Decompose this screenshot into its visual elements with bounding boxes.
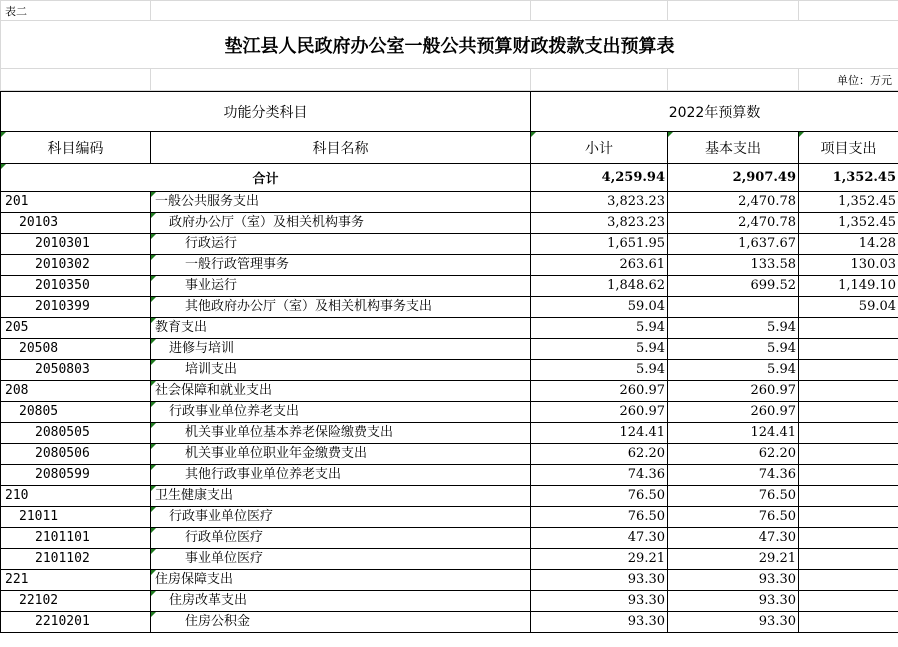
row-project: 14.28 bbox=[858, 236, 897, 251]
row-basic: 93.30 bbox=[758, 614, 796, 629]
row-project-cell[interactable] bbox=[799, 255, 898, 276]
row-name-cell[interactable] bbox=[151, 276, 531, 297]
row-name-cell[interactable] bbox=[151, 192, 531, 213]
row-code: 2210201 bbox=[35, 614, 90, 629]
row-code-cell[interactable] bbox=[1, 528, 151, 549]
row-name: 其他行政事业单位养老支出 bbox=[185, 467, 342, 482]
row-subtotal: 29.21 bbox=[627, 551, 665, 566]
row-basic: 2,470.78 bbox=[738, 215, 796, 230]
row-code-cell[interactable] bbox=[1, 507, 151, 528]
row-code: 22102 bbox=[19, 593, 59, 608]
row-name: 教育支出 bbox=[155, 320, 208, 335]
table-row bbox=[1, 360, 898, 381]
table-row bbox=[1, 402, 898, 423]
row-subtotal: 5.94 bbox=[636, 362, 665, 377]
row-name-cell[interactable] bbox=[151, 297, 531, 318]
row-project-cell[interactable] bbox=[799, 192, 898, 213]
row-subtotal-cell[interactable] bbox=[531, 591, 668, 612]
row-code-cell[interactable] bbox=[1, 444, 151, 465]
row-code-cell[interactable] bbox=[1, 465, 151, 486]
row-code-cell[interactable] bbox=[1, 381, 151, 402]
row-name: 培训支出 bbox=[185, 362, 238, 377]
row-code-cell[interactable] bbox=[1, 549, 151, 570]
row-basic: 74.36 bbox=[758, 467, 796, 482]
row-project-cell[interactable] bbox=[799, 402, 898, 423]
row-project-cell[interactable] bbox=[799, 591, 898, 612]
row-project-cell[interactable] bbox=[799, 570, 898, 591]
row-project-cell[interactable] bbox=[799, 612, 898, 633]
row-basic: 5.94 bbox=[767, 341, 796, 356]
table-row bbox=[1, 297, 898, 318]
total-label-cell[interactable] bbox=[1, 164, 531, 192]
row-code-cell[interactable] bbox=[1, 255, 151, 276]
empty-cell[interactable] bbox=[151, 69, 531, 91]
table-row bbox=[1, 381, 898, 402]
table-row bbox=[1, 549, 898, 570]
row-project-cell[interactable] bbox=[799, 297, 898, 318]
doc-label: 表二 bbox=[5, 4, 27, 18]
row-name-cell[interactable] bbox=[151, 360, 531, 381]
row-project-cell[interactable] bbox=[799, 318, 898, 339]
row-project-cell[interactable] bbox=[799, 276, 898, 297]
row-project-cell[interactable] bbox=[799, 444, 898, 465]
row-basic: 124.41 bbox=[750, 425, 796, 440]
page-title: 垫江县人民政府办公室一般公共预算财政拨款支出预算表 bbox=[224, 35, 675, 57]
row-code-cell[interactable] bbox=[1, 570, 151, 591]
row-name-cell[interactable] bbox=[151, 444, 531, 465]
row-name-cell[interactable] bbox=[151, 507, 531, 528]
empty-cell[interactable] bbox=[799, 1, 898, 21]
total-basic[interactable] bbox=[668, 164, 799, 192]
row-name-cell[interactable] bbox=[151, 465, 531, 486]
row-subtotal: 76.50 bbox=[627, 509, 665, 524]
row-code-cell[interactable] bbox=[1, 234, 151, 255]
row-name: 事业单位医疗 bbox=[185, 551, 264, 566]
row-subtotal: 3,823.23 bbox=[607, 194, 665, 209]
row-code-cell[interactable] bbox=[1, 591, 151, 612]
row-subtotal: 47.30 bbox=[627, 530, 665, 545]
empty-cell[interactable] bbox=[531, 69, 668, 91]
row-name: 其他政府办公厅（室）及相关机构事务支出 bbox=[185, 299, 433, 314]
row-code: 20805 bbox=[19, 404, 59, 419]
header-project[interactable] bbox=[799, 132, 898, 164]
row-code-cell[interactable] bbox=[1, 339, 151, 360]
row-basic: 5.94 bbox=[767, 320, 796, 335]
row-subtotal-cell[interactable] bbox=[531, 234, 668, 255]
row-code: 2080599 bbox=[35, 467, 90, 482]
header-label: 2022年预算数 bbox=[668, 104, 761, 121]
row-subtotal: 93.30 bbox=[627, 614, 665, 629]
row-name-cell[interactable] bbox=[151, 612, 531, 633]
table-row bbox=[1, 444, 898, 465]
row-name: 一般公共服务支出 bbox=[155, 194, 260, 209]
row-project-cell[interactable] bbox=[799, 507, 898, 528]
header-label: 项目支出 bbox=[820, 140, 877, 157]
row-basic-cell[interactable] bbox=[668, 423, 799, 444]
empty-cell[interactable] bbox=[668, 1, 799, 21]
row-code-cell[interactable] bbox=[1, 612, 151, 633]
row-subtotal: 93.30 bbox=[627, 593, 665, 608]
row-code: 210 bbox=[5, 488, 29, 503]
row-basic-cell[interactable] bbox=[668, 297, 799, 318]
row-name-cell[interactable] bbox=[151, 549, 531, 570]
row-project-cell[interactable] bbox=[799, 234, 898, 255]
row-subtotal-cell[interactable] bbox=[531, 507, 668, 528]
row-basic: 29.21 bbox=[758, 551, 796, 566]
row-name-cell[interactable] bbox=[151, 591, 531, 612]
row-basic-cell[interactable] bbox=[668, 444, 799, 465]
row-subtotal: 1,651.95 bbox=[607, 236, 665, 251]
row-code-cell[interactable] bbox=[1, 423, 151, 444]
row-subtotal-cell[interactable] bbox=[531, 570, 668, 591]
row-subtotal-cell[interactable] bbox=[531, 528, 668, 549]
row-name-cell[interactable] bbox=[151, 486, 531, 507]
table-row bbox=[1, 528, 898, 549]
budget-table bbox=[0, 91, 898, 633]
row-project-cell[interactable] bbox=[799, 528, 898, 549]
header-label: 小计 bbox=[585, 140, 613, 157]
row-code: 208 bbox=[5, 383, 29, 398]
row-name-cell[interactable] bbox=[151, 339, 531, 360]
row-name-cell[interactable] bbox=[151, 423, 531, 444]
row-subtotal-cell[interactable] bbox=[531, 318, 668, 339]
row-code-cell[interactable] bbox=[1, 213, 151, 234]
total-value: 1,352.45 bbox=[832, 170, 897, 185]
row-basic-cell[interactable] bbox=[668, 570, 799, 591]
row-subtotal: 1,848.62 bbox=[607, 278, 665, 293]
row-code-cell[interactable] bbox=[1, 360, 151, 381]
row-basic: 93.30 bbox=[758, 593, 796, 608]
row-project: 1,352.45 bbox=[838, 215, 897, 230]
row-code-cell[interactable] bbox=[1, 486, 151, 507]
row-code: 221 bbox=[5, 572, 29, 587]
row-code: 201 bbox=[5, 194, 29, 209]
row-code: 2010350 bbox=[35, 278, 90, 293]
row-subtotal: 76.50 bbox=[627, 488, 665, 503]
row-basic-cell[interactable] bbox=[668, 318, 799, 339]
row-basic-cell[interactable] bbox=[668, 234, 799, 255]
row-basic-cell[interactable] bbox=[668, 486, 799, 507]
unit-cell[interactable] bbox=[799, 69, 898, 91]
header-code[interactable] bbox=[1, 132, 151, 164]
row-basic: 1,637.67 bbox=[738, 236, 796, 251]
table-row bbox=[1, 465, 898, 486]
row-name: 进修与培训 bbox=[169, 341, 235, 356]
total-value: 4,259.94 bbox=[601, 170, 665, 185]
row-basic: 93.30 bbox=[758, 572, 796, 587]
row-basic-cell[interactable] bbox=[668, 528, 799, 549]
row-code: 2101102 bbox=[35, 551, 90, 566]
table-row bbox=[1, 234, 898, 255]
row-subtotal-cell[interactable] bbox=[531, 213, 668, 234]
row-code-cell[interactable] bbox=[1, 192, 151, 213]
row-code: 2010399 bbox=[35, 299, 90, 314]
row-project-cell[interactable] bbox=[799, 213, 898, 234]
row-name: 行政运行 bbox=[185, 236, 238, 251]
row-subtotal-cell[interactable] bbox=[531, 402, 668, 423]
row-basic-cell[interactable] bbox=[668, 591, 799, 612]
row-basic: 2,470.78 bbox=[738, 194, 796, 209]
row-basic: 133.58 bbox=[750, 257, 796, 272]
empty-cell[interactable] bbox=[1, 69, 151, 91]
row-basic-cell[interactable] bbox=[668, 360, 799, 381]
row-subtotal-cell[interactable] bbox=[531, 360, 668, 381]
row-name-cell[interactable] bbox=[151, 402, 531, 423]
row-subtotal-cell[interactable] bbox=[531, 465, 668, 486]
table-row bbox=[1, 486, 898, 507]
row-basic-cell[interactable] bbox=[668, 549, 799, 570]
row-name-cell[interactable] bbox=[151, 318, 531, 339]
row-code-cell[interactable] bbox=[1, 276, 151, 297]
table-row bbox=[1, 213, 898, 234]
row-subtotal: 5.94 bbox=[636, 320, 665, 335]
row-basic-cell[interactable] bbox=[668, 381, 799, 402]
empty-cell[interactable] bbox=[151, 1, 531, 21]
row-basic-cell[interactable] bbox=[668, 465, 799, 486]
row-subtotal-cell[interactable] bbox=[531, 276, 668, 297]
empty-cell[interactable] bbox=[531, 1, 668, 21]
row-code: 21011 bbox=[19, 509, 59, 524]
header-label: 科目名称 bbox=[312, 140, 369, 157]
table-row bbox=[1, 591, 898, 612]
row-name-cell[interactable] bbox=[151, 570, 531, 591]
row-basic: 62.20 bbox=[758, 446, 796, 461]
row-subtotal-cell[interactable] bbox=[531, 297, 668, 318]
unit-label: 单位：万元 bbox=[837, 73, 892, 87]
total-subtotal[interactable] bbox=[531, 164, 668, 192]
row-code: 20508 bbox=[19, 341, 59, 356]
row-basic: 5.94 bbox=[767, 362, 796, 377]
row-basic: 76.50 bbox=[758, 509, 796, 524]
row-subtotal: 5.94 bbox=[636, 341, 665, 356]
row-code-cell[interactable] bbox=[1, 318, 151, 339]
row-name-cell[interactable] bbox=[151, 255, 531, 276]
row-subtotal: 62.20 bbox=[627, 446, 665, 461]
row-subtotal-cell[interactable] bbox=[531, 339, 668, 360]
row-basic-cell[interactable] bbox=[668, 276, 799, 297]
table-row bbox=[1, 255, 898, 276]
header-basic[interactable] bbox=[668, 132, 799, 164]
row-project: 1,149.10 bbox=[838, 278, 897, 293]
doc-label-cell[interactable] bbox=[1, 1, 151, 21]
row-name-cell[interactable] bbox=[151, 213, 531, 234]
row-name: 行政事业单位养老支出 bbox=[169, 404, 300, 419]
row-code: 2050803 bbox=[35, 362, 90, 377]
row-project-cell[interactable] bbox=[799, 486, 898, 507]
row-subtotal: 260.97 bbox=[619, 404, 665, 419]
row-subtotal-cell[interactable] bbox=[531, 486, 668, 507]
row-code: 205 bbox=[5, 320, 29, 335]
row-name: 事业运行 bbox=[185, 278, 238, 293]
header-label: 科目编码 bbox=[47, 140, 104, 157]
row-basic: 260.97 bbox=[750, 383, 796, 398]
row-basic-cell[interactable] bbox=[668, 612, 799, 633]
row-name: 机关事业单位职业年金缴费支出 bbox=[185, 446, 368, 461]
row-name: 住房保障支出 bbox=[155, 572, 234, 587]
row-name: 社会保障和就业支出 bbox=[155, 383, 273, 398]
header-budget-year[interactable] bbox=[531, 92, 898, 132]
row-name: 行政事业单位医疗 bbox=[169, 509, 274, 524]
row-basic: 699.52 bbox=[750, 278, 796, 293]
table-row bbox=[1, 570, 898, 591]
row-basic-cell[interactable] bbox=[668, 255, 799, 276]
row-subtotal: 74.36 bbox=[627, 467, 665, 482]
row-project-cell[interactable] bbox=[799, 423, 898, 444]
empty-cell[interactable] bbox=[668, 69, 799, 91]
row-project-cell[interactable] bbox=[799, 360, 898, 381]
sheet-header-grid bbox=[0, 0, 898, 91]
row-project: 130.03 bbox=[850, 257, 897, 272]
row-name: 政府办公厅（室）及相关机构事务 bbox=[169, 215, 365, 230]
table-row bbox=[1, 339, 898, 360]
header-name[interactable] bbox=[151, 132, 531, 164]
row-name: 卫生健康支出 bbox=[155, 488, 234, 503]
row-code-cell[interactable] bbox=[1, 402, 151, 423]
table-row bbox=[1, 192, 898, 213]
row-basic-cell[interactable] bbox=[668, 339, 799, 360]
row-name: 机关事业单位基本养老保险缴费支出 bbox=[185, 425, 394, 440]
row-code: 2010302 bbox=[35, 257, 90, 272]
row-name-cell[interactable] bbox=[151, 381, 531, 402]
row-subtotal: 263.61 bbox=[619, 257, 665, 272]
row-name-cell[interactable] bbox=[151, 234, 531, 255]
row-subtotal-cell[interactable] bbox=[531, 444, 668, 465]
total-project[interactable] bbox=[799, 164, 898, 192]
total-value: 2,907.49 bbox=[732, 170, 796, 185]
row-subtotal-cell[interactable] bbox=[531, 381, 668, 402]
header-label: 功能分类科目 bbox=[223, 104, 308, 121]
total-label: 合计 bbox=[252, 172, 279, 187]
row-subtotal-cell[interactable] bbox=[531, 549, 668, 570]
row-basic-cell[interactable] bbox=[668, 213, 799, 234]
header-subtotal[interactable] bbox=[531, 132, 668, 164]
title-cell[interactable] bbox=[1, 21, 898, 69]
row-basic: 47.30 bbox=[758, 530, 796, 545]
row-project-cell[interactable] bbox=[799, 339, 898, 360]
row-code: 20103 bbox=[19, 215, 59, 230]
row-basic-cell[interactable] bbox=[668, 507, 799, 528]
row-subtotal-cell[interactable] bbox=[531, 192, 668, 213]
row-code: 2101101 bbox=[35, 530, 90, 545]
row-basic-cell[interactable] bbox=[668, 402, 799, 423]
row-code: 2080506 bbox=[35, 446, 90, 461]
row-subtotal: 124.41 bbox=[619, 425, 665, 440]
row-basic: 260.97 bbox=[750, 404, 796, 419]
row-subtotal: 260.97 bbox=[619, 383, 665, 398]
header-label: 基本支出 bbox=[705, 140, 761, 157]
header-functional-category[interactable] bbox=[1, 92, 531, 132]
row-subtotal: 93.30 bbox=[627, 572, 665, 587]
row-subtotal-cell[interactable] bbox=[531, 423, 668, 444]
row-project: 59.04 bbox=[858, 299, 897, 314]
row-subtotal: 59.04 bbox=[627, 299, 665, 314]
row-basic: 76.50 bbox=[758, 488, 796, 503]
row-subtotal: 3,823.23 bbox=[607, 215, 665, 230]
row-code: 2080505 bbox=[35, 425, 90, 440]
table-row bbox=[1, 318, 898, 339]
row-project-cell[interactable] bbox=[799, 549, 898, 570]
row-basic-cell[interactable] bbox=[668, 192, 799, 213]
table-row bbox=[1, 423, 898, 444]
table-row bbox=[1, 276, 898, 297]
row-name: 住房公积金 bbox=[185, 614, 251, 629]
row-name-cell[interactable] bbox=[151, 528, 531, 549]
row-subtotal-cell[interactable] bbox=[531, 255, 668, 276]
table-row bbox=[1, 507, 898, 528]
row-code-cell[interactable] bbox=[1, 297, 151, 318]
row-code: 2010301 bbox=[35, 236, 90, 251]
row-name: 行政单位医疗 bbox=[185, 530, 264, 545]
row-name: 住房改革支出 bbox=[169, 593, 248, 608]
table-row bbox=[1, 612, 898, 633]
row-project: 1,352.45 bbox=[838, 194, 897, 209]
row-project-cell[interactable] bbox=[799, 381, 898, 402]
row-name: 一般行政管理事务 bbox=[185, 257, 290, 272]
row-subtotal-cell[interactable] bbox=[531, 612, 668, 633]
row-project-cell[interactable] bbox=[799, 465, 898, 486]
